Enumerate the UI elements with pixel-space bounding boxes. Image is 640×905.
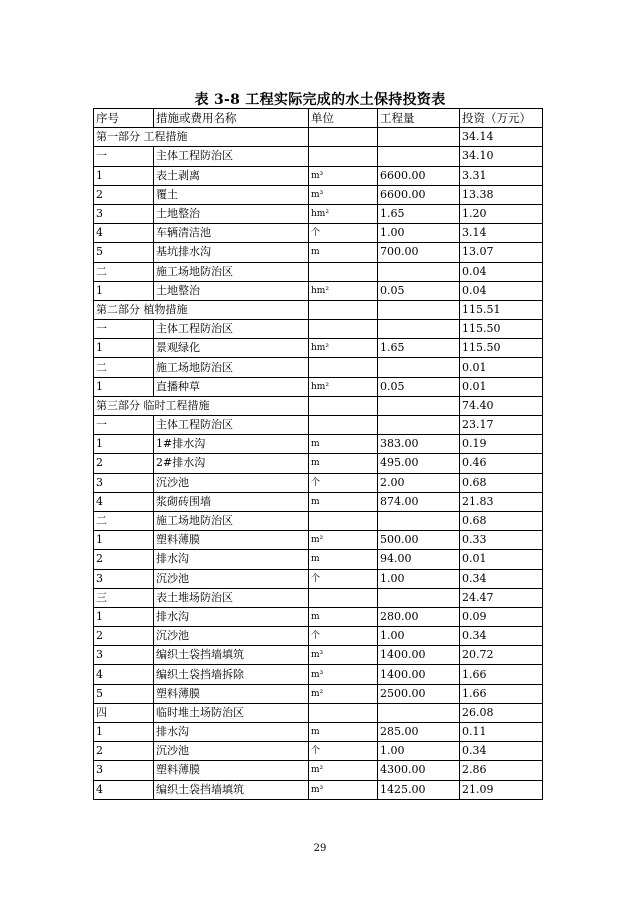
qty-cell: [378, 588, 460, 607]
table-row: [94, 147, 543, 166]
unit-cell: m³: [309, 185, 378, 204]
no-cell: 5: [94, 684, 154, 703]
unit-cell: m²: [309, 531, 378, 550]
inv-cell: 21.83: [460, 492, 543, 511]
no-cell: 3: [94, 473, 154, 492]
table-row: [94, 435, 543, 454]
table-row: [94, 646, 543, 665]
table-row: [94, 204, 543, 223]
name-cell: 基坑排水沟: [154, 243, 309, 262]
inv-cell: 115.50: [460, 320, 543, 339]
inv-cell: 2.86: [460, 761, 543, 780]
inv-cell: 13.07: [460, 243, 543, 262]
unit-cell: 个: [309, 569, 378, 588]
section-title-cell: 第三部分 临时工程措施: [94, 396, 309, 415]
unit-cell: [309, 320, 378, 339]
page-number: 29: [313, 843, 327, 854]
unit-cell: m²: [309, 761, 378, 780]
header-quantity: 工程量: [378, 109, 460, 128]
table-row: [94, 454, 543, 473]
qty-cell: 0.05: [378, 377, 460, 396]
table-row: [94, 492, 543, 511]
name-cell: 临时堆土场防治区: [154, 703, 309, 722]
inv-cell: 34.14: [460, 128, 543, 147]
qty-cell: 285.00: [378, 723, 460, 742]
qty-cell: [378, 147, 460, 166]
no-cell: 一: [94, 147, 154, 166]
qty-cell: 280.00: [378, 607, 460, 626]
unit-cell: 个: [309, 473, 378, 492]
inv-cell: 0.04: [460, 281, 543, 300]
table-row: [94, 531, 543, 550]
name-cell: 排水沟: [154, 607, 309, 626]
unit-cell: [309, 128, 378, 147]
no-cell: 3: [94, 204, 154, 223]
table-row: [94, 416, 543, 435]
qty-cell: 1.65: [378, 339, 460, 358]
qty-cell: [378, 511, 460, 530]
qty-cell: 874.00: [378, 492, 460, 511]
unit-cell: m³: [309, 665, 378, 684]
unit-cell: m³: [309, 166, 378, 185]
table-row: [94, 358, 543, 377]
table-row: [94, 300, 543, 319]
unit-cell: m: [309, 723, 378, 742]
name-cell: 主体工程防治区: [154, 320, 309, 339]
unit-cell: [309, 588, 378, 607]
name-cell: 排水沟: [154, 723, 309, 742]
name-cell: 施工场地防治区: [154, 511, 309, 530]
name-cell: 表土剥离: [154, 166, 309, 185]
table-row: [94, 224, 543, 243]
name-cell: 排水沟: [154, 550, 309, 569]
no-cell: 3: [94, 646, 154, 665]
inv-cell: 0.46: [460, 454, 543, 473]
qty-cell: [378, 262, 460, 281]
qty-cell: 6600.00: [378, 185, 460, 204]
table-row: [94, 665, 543, 684]
table-row: [94, 684, 543, 703]
inv-cell: 3.31: [460, 166, 543, 185]
no-cell: 2: [94, 185, 154, 204]
no-cell: 1: [94, 723, 154, 742]
table-row: [94, 627, 543, 646]
unit-cell: 个: [309, 742, 378, 761]
unit-cell: hm²: [309, 204, 378, 223]
no-cell: 2: [94, 742, 154, 761]
qty-cell: 1.00: [378, 627, 460, 646]
no-cell: 3: [94, 761, 154, 780]
table-row: [94, 185, 543, 204]
qty-cell: 1400.00: [378, 665, 460, 684]
inv-cell: 1.66: [460, 665, 543, 684]
inv-cell: 0.01: [460, 550, 543, 569]
unit-cell: m: [309, 243, 378, 262]
name-cell: 施工场地防治区: [154, 262, 309, 281]
table-row: [94, 569, 543, 588]
inv-cell: 0.68: [460, 511, 543, 530]
no-cell: 二: [94, 358, 154, 377]
qty-cell: 495.00: [378, 454, 460, 473]
no-cell: 2: [94, 454, 154, 473]
header-no: 序号: [94, 109, 154, 128]
table-row: [94, 396, 543, 415]
header-investment: 投资（万元）: [460, 109, 543, 128]
qty-cell: [378, 128, 460, 147]
name-cell: 沉沙池: [154, 742, 309, 761]
table-row: [94, 588, 543, 607]
no-cell: 5: [94, 243, 154, 262]
table-row: [94, 550, 543, 569]
name-cell: 塑料薄膜: [154, 684, 309, 703]
no-cell: 4: [94, 665, 154, 684]
inv-cell: 0.34: [460, 742, 543, 761]
inv-cell: 3.14: [460, 224, 543, 243]
name-cell: 编织土袋挡墙拆除: [154, 665, 309, 684]
unit-cell: [309, 396, 378, 415]
no-cell: 二: [94, 511, 154, 530]
qty-cell: 500.00: [378, 531, 460, 550]
name-cell: 编织土袋挡墙填筑: [154, 646, 309, 665]
table-row: [94, 511, 543, 530]
inv-cell: 21.09: [460, 780, 543, 799]
unit-cell: hm²: [309, 377, 378, 396]
name-cell: 车辆清洁池: [154, 224, 309, 243]
name-cell: 塑料薄膜: [154, 761, 309, 780]
unit-cell: hm²: [309, 339, 378, 358]
name-cell: 主体工程防治区: [154, 147, 309, 166]
unit-cell: [309, 300, 378, 319]
name-cell: 施工场地防治区: [154, 358, 309, 377]
unit-cell: m²: [309, 684, 378, 703]
qty-cell: [378, 358, 460, 377]
inv-cell: 34.10: [460, 147, 543, 166]
inv-cell: 26.08: [460, 703, 543, 722]
unit-cell: m: [309, 454, 378, 473]
no-cell: 1: [94, 607, 154, 626]
unit-cell: [309, 416, 378, 435]
table-row: [94, 128, 543, 147]
inv-cell: 0.09: [460, 607, 543, 626]
unit-cell: [309, 703, 378, 722]
name-cell: 沉沙池: [154, 627, 309, 646]
unit-cell: 个: [309, 224, 378, 243]
inv-cell: 23.17: [460, 416, 543, 435]
no-cell: 1: [94, 166, 154, 185]
table-header-row: [94, 109, 543, 128]
qty-cell: [378, 396, 460, 415]
name-cell: 2#排水沟: [154, 454, 309, 473]
inv-cell: 1.20: [460, 204, 543, 223]
name-cell: 编织土袋挡墙填筑: [154, 780, 309, 799]
unit-cell: m³: [309, 780, 378, 799]
inv-cell: 115.50: [460, 339, 543, 358]
inv-cell: 74.40: [460, 396, 543, 415]
section-title-cell: 第二部分 植物措施: [94, 300, 309, 319]
no-cell: 1: [94, 435, 154, 454]
no-cell: 1: [94, 531, 154, 550]
table-row: [94, 742, 543, 761]
no-cell: 二: [94, 262, 154, 281]
name-cell: 主体工程防治区: [154, 416, 309, 435]
inv-cell: 24.47: [460, 588, 543, 607]
unit-cell: [309, 147, 378, 166]
no-cell: 3: [94, 569, 154, 588]
inv-cell: 13.38: [460, 185, 543, 204]
name-cell: 直播种草: [154, 377, 309, 396]
qty-cell: [378, 320, 460, 339]
unit-cell: [309, 511, 378, 530]
section-title-cell: 第一部分 工程措施: [94, 128, 309, 147]
inv-cell: 0.01: [460, 377, 543, 396]
unit-cell: [309, 262, 378, 281]
header-unit: 单位: [309, 109, 378, 128]
qty-cell: 1400.00: [378, 646, 460, 665]
unit-cell: m: [309, 607, 378, 626]
table-title: 表 3-8 工程实际完成的水土保持投资表: [194, 92, 446, 108]
qty-cell: [378, 300, 460, 319]
table-row: [94, 607, 543, 626]
table-body: [94, 109, 543, 800]
unit-cell: m³: [309, 646, 378, 665]
inv-cell: 0.34: [460, 627, 543, 646]
unit-cell: 个: [309, 627, 378, 646]
no-cell: 1: [94, 377, 154, 396]
inv-cell: 0.11: [460, 723, 543, 742]
qty-cell: 1425.00: [378, 780, 460, 799]
no-cell: 4: [94, 780, 154, 799]
qty-cell: 1.00: [378, 224, 460, 243]
qty-cell: 4300.00: [378, 761, 460, 780]
no-cell: 一: [94, 320, 154, 339]
table-row: [94, 166, 543, 185]
unit-cell: m: [309, 550, 378, 569]
inv-cell: 115.51: [460, 300, 543, 319]
table-row: [94, 703, 543, 722]
inv-cell: 20.72: [460, 646, 543, 665]
qty-cell: 1.00: [378, 742, 460, 761]
table-row: [94, 723, 543, 742]
table-row: [94, 262, 543, 281]
table-row: [94, 243, 543, 262]
unit-cell: m: [309, 492, 378, 511]
inv-cell: 0.01: [460, 358, 543, 377]
unit-cell: [309, 358, 378, 377]
inv-cell: 0.33: [460, 531, 543, 550]
table-row: [94, 339, 543, 358]
unit-cell: m: [309, 435, 378, 454]
no-cell: 4: [94, 492, 154, 511]
inv-cell: 1.66: [460, 684, 543, 703]
qty-cell: 2.00: [378, 473, 460, 492]
no-cell: 1: [94, 339, 154, 358]
qty-cell: 700.00: [378, 243, 460, 262]
table-row: [94, 320, 543, 339]
header-name: 措施或费用名称: [154, 109, 309, 128]
no-cell: 三: [94, 588, 154, 607]
table-row: [94, 761, 543, 780]
no-cell: 四: [94, 703, 154, 722]
qty-cell: 6600.00: [378, 166, 460, 185]
unit-cell: hm²: [309, 281, 378, 300]
inv-cell: 0.34: [460, 569, 543, 588]
qty-cell: 1.00: [378, 569, 460, 588]
qty-cell: [378, 703, 460, 722]
name-cell: 覆土: [154, 185, 309, 204]
name-cell: 沉沙池: [154, 569, 309, 588]
name-cell: 沉沙池: [154, 473, 309, 492]
table-row: [94, 377, 543, 396]
name-cell: 景观绿化: [154, 339, 309, 358]
investment-table: [93, 108, 543, 800]
table-row: [94, 473, 543, 492]
name-cell: 浆砌砖围墙: [154, 492, 309, 511]
qty-cell: 383.00: [378, 435, 460, 454]
inv-cell: 0.04: [460, 262, 543, 281]
table-row: [94, 281, 543, 300]
no-cell: 2: [94, 627, 154, 646]
no-cell: 2: [94, 550, 154, 569]
qty-cell: 0.05: [378, 281, 460, 300]
qty-cell: 94.00: [378, 550, 460, 569]
qty-cell: 1.65: [378, 204, 460, 223]
name-cell: 塑料薄膜: [154, 531, 309, 550]
qty-cell: [378, 416, 460, 435]
name-cell: 土地整治: [154, 204, 309, 223]
qty-cell: 2500.00: [378, 684, 460, 703]
name-cell: 表土堆场防治区: [154, 588, 309, 607]
no-cell: 1: [94, 281, 154, 300]
no-cell: 4: [94, 224, 154, 243]
inv-cell: 0.68: [460, 473, 543, 492]
name-cell: 1#排水沟: [154, 435, 309, 454]
name-cell: 土地整治: [154, 281, 309, 300]
inv-cell: 0.19: [460, 435, 543, 454]
no-cell: 一: [94, 416, 154, 435]
table-row: [94, 780, 543, 799]
